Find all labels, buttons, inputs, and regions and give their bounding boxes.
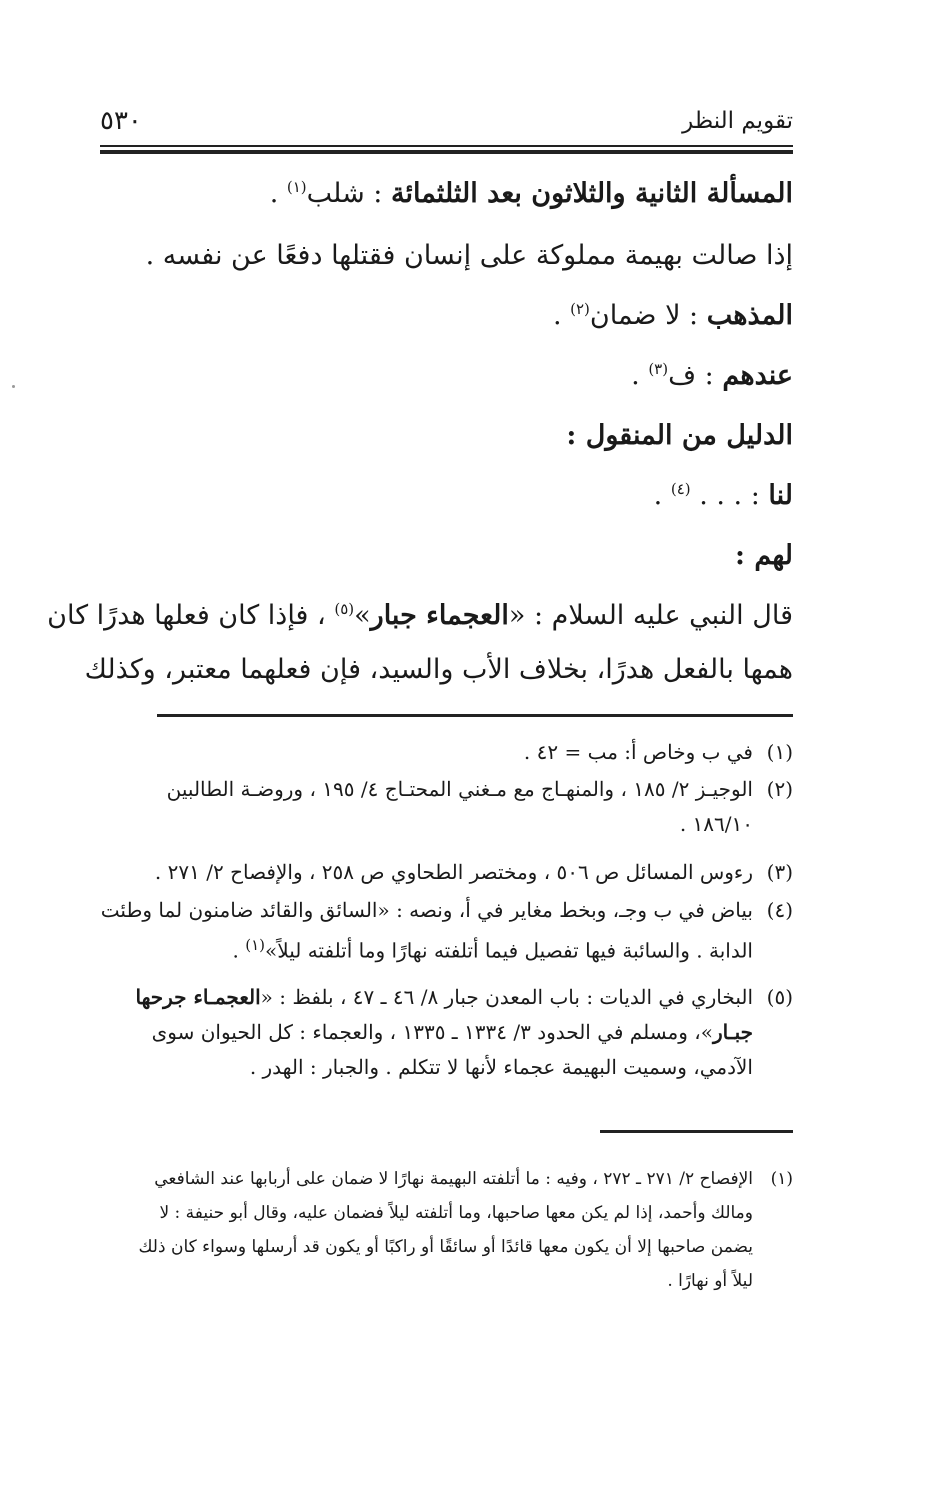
- footnote-separator: [157, 714, 793, 717]
- footnote-number: (١): [770, 1169, 793, 1189]
- footnote-ref: (١): [245, 936, 266, 954]
- issue-heading-line: المسألة الثانية والثلاثون بعد الثلثمائة : شلب$^{(١)}$ .: [269, 178, 793, 209]
- issue-heading-code: : شلب: [306, 178, 391, 209]
- footnote-3: (٣)رءوس المسائل ص ٥٠٦ ، ومختصر الطحاوي ص ٢٥٨ ، والإفصاح ٢/ ٢٧١ .: [100, 855, 793, 890]
- their-evidence-heading: لهم :: [734, 540, 793, 571]
- issue-statement: إذا صالت بهيمة مملوكة على إنسان فقتلها دفعًا عن نفسه .: [145, 240, 793, 271]
- issue-heading: المسألة الثانية والثلاثون بعد الثلثمائة: [390, 178, 793, 209]
- footnote-ref: (١): [286, 178, 307, 196]
- footnote-ref: (٢): [570, 300, 590, 318]
- footnote-2: (٢)الوجيـز ٢/ ١٨٥ ، والمنهـاج مع مـغني المحتـاج ٤/ ١٩٥ ، وروضـة الطالبين ١٨٦/١٠ .: [100, 772, 793, 842]
- header-title: تقويم النظر: [682, 108, 793, 134]
- header-rule-thick: [100, 150, 793, 154]
- running-header: [100, 102, 793, 142]
- footnote-4: (٤)بياض في ب وجـ، وبخط مغاير في أ، ونصه : «السائق والقائد ضامنون لما وطئت الدابة . والسائبة فيها تفصيل فيما أتلفته نهارًا وما أتلفته ليلاً»$^{(١)}$ .: [100, 893, 793, 969]
- our-evidence-line: لنا : . . . $^{(٤)}$ .: [653, 480, 793, 511]
- opponents-ruling: : ف: [668, 360, 723, 391]
- sub-footnote-separator: [600, 1130, 793, 1133]
- footnote-number: (٤): [766, 898, 793, 922]
- hadith-line: قال النبي عليه السلام : «العجماء جبار»$^{(٥)}$ ، فإذا كان فعلها هدرًا كان: [47, 600, 793, 631]
- footnote-5: (٥)البخاري في الديات : باب المعدن جبار ٨/ ٤٦ ـ ٤٧ ، بلفظ : «العجمـاء جرحها جبـار»، ومسلم في الحدود ٣/ ١٣٣٤ ـ ١٣٣٥ ، والعجماء : كل الحيوان سوى الآدمي، وسميت البهيمة عجماء لأنها لا تتكلم . والجبار : الهدر .: [100, 980, 793, 1085]
- footnote-number: (٥): [766, 985, 793, 1009]
- madhab-line: المذهب : لا ضمان$^{(٢)}$ .: [552, 300, 793, 331]
- footnote-number: (٢): [766, 777, 793, 801]
- header-rule-thin: [100, 145, 793, 147]
- opponents-line: عندهم : ف$^{(٣)}$ .: [631, 360, 793, 391]
- footnote-number: (٣): [766, 860, 793, 884]
- evidence-heading: الدليل من المنقول :: [566, 420, 793, 451]
- footnote-number: (١): [766, 740, 793, 764]
- margin-dot: [12, 385, 15, 388]
- argument-line: همها بالفعل هدرًا، بخلاف الأب والسيد، فإن فعلهما معتبر، وكذلك: [84, 654, 793, 685]
- opponents-label: عندهم: [722, 360, 793, 391]
- hadith-text: العجماء جبار: [370, 600, 509, 631]
- our-evidence-label: لنا: [768, 480, 793, 511]
- footnote-1: (١)في ب وخاص أ: مب = ٤٢ .: [100, 735, 793, 770]
- footnote-ref: (٤): [670, 480, 691, 498]
- page-number: ٥٣٠: [100, 106, 142, 136]
- footnote-ref: (٥): [334, 600, 355, 618]
- madhab-label: المذهب: [706, 300, 793, 331]
- footnote-ref: (٣): [648, 360, 669, 378]
- madhab-ruling: : لا ضمان: [589, 300, 707, 331]
- sub-footnote: (١)الإفصاح ٢/ ٢٧١ ـ ٢٧٢ ، وفيه : ما أتلفته البهيمة نهارًا لا ضمان على أربابها عند الشافعي ومالك وأحمد، إذا لم يكن معها صاحبها، وما أتلفته ليلاً فضمان عليه، وقال أبو حنيفة : لا يضمن صاحبها إلا أن يكون معها قائدًا أو سائقًا أو راكبًا أو يكون قد أرسلها وسواء كان ذلك ليلاً أو نهارًا .: [100, 1162, 793, 1298]
